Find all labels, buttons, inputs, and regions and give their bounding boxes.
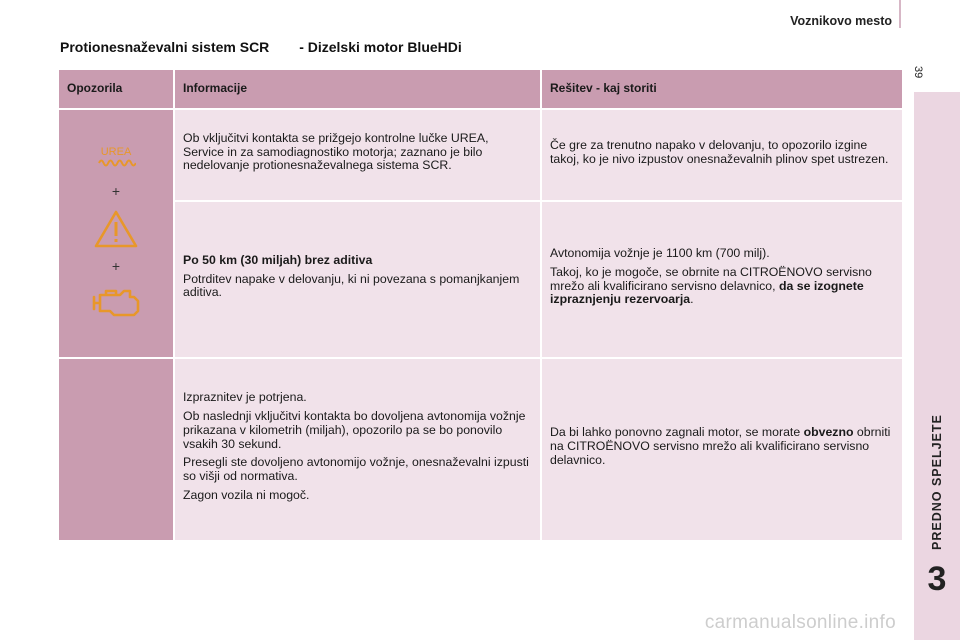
column-header-warnings: Opozorila <box>58 69 174 109</box>
row3-icons-cell <box>58 358 174 541</box>
warnings-table <box>57 68 904 542</box>
table-row <box>58 358 903 541</box>
row3-information: Izpraznitev je potrjena. Ob naslednji vključitvi kontakta bo dovoljena avtonomija vožnje prikazana v kilometrih (miljah), opozorilo pa se bo ponovilo vsakih 30 sekund. Presegli ste dovoljeno avtonomijo vožnje, onesnaževalni izpusti so višji od normativa. Zagon vozila ni mogoč. <box>174 358 541 541</box>
page-number: 39 <box>912 66 924 79</box>
plus-sign: + <box>111 258 121 275</box>
warning-icons-cell <box>58 109 174 358</box>
table-row <box>58 109 903 201</box>
row2-information: Po 50 km (30 miljah) brez aditiva Potrditev napake v delovanju, ki ni povezana s pomanjkanjem aditiva. <box>174 201 541 358</box>
section-tab-label: PREDNO SPELJETE <box>930 414 944 550</box>
column-header-information: Informacije <box>174 69 541 109</box>
chapter-number: 3 <box>927 560 947 598</box>
header-divider <box>899 0 901 28</box>
table-row <box>58 201 903 358</box>
column-header-solution: Rešitev - kaj storiti <box>541 69 903 109</box>
heading-sub: - Dizelski motor BlueHDi <box>299 39 462 55</box>
row1-information: Ob vključitvi kontakta se prižgejo kontrolne lučke UREA, Service in za samodiagnostiko motorja; zaznano je bilo nedelovanje protionesnaževalnega sistema SCR. <box>174 109 541 201</box>
row1-solution: Če gre za trenutno napako v delovanju, to opozorilo izgine takoj, ko je nivo izpustov onesnaževalnih plinov spet ustrezen. <box>541 109 903 201</box>
service-warning-icon <box>93 209 139 249</box>
svg-text:UREA: UREA <box>100 145 132 158</box>
row2-solution-p2: Takoj, ko je mogoče, se obrnite na CITROËNOVO servisno mrežo ali kvalificirano servisno delavnico, da se izognete izpraznjenju rezervoarja. <box>550 264 872 307</box>
section-tab <box>914 92 960 550</box>
row2-solution: Avtonomija vožnje je 1100 km (700 milj). Takoj, ko je mogoče, se obrnite na CITROËNOVO servisno mrežo ali kvalificirano servisno delavnico, da se izognete izpraznjenju rezervoarja. <box>541 201 903 358</box>
page-heading <box>60 39 462 55</box>
table-header-row <box>58 69 903 109</box>
watermark: carmanualsonline.info <box>704 612 896 633</box>
heading-main: Protionesnaževalni sistem SCR <box>60 39 270 55</box>
plus-sign: + <box>111 182 121 199</box>
engine-check-icon <box>90 285 142 319</box>
running-header: Voznikovo mesto <box>790 14 892 28</box>
urea-warning-icon <box>96 142 136 170</box>
row3-solution: Da bi lahko ponovno zagnali motor, se morate obvezno obrniti na CITROËNOVO servisno mrežo ali kvalificirano servisno delavnico. <box>541 358 903 541</box>
